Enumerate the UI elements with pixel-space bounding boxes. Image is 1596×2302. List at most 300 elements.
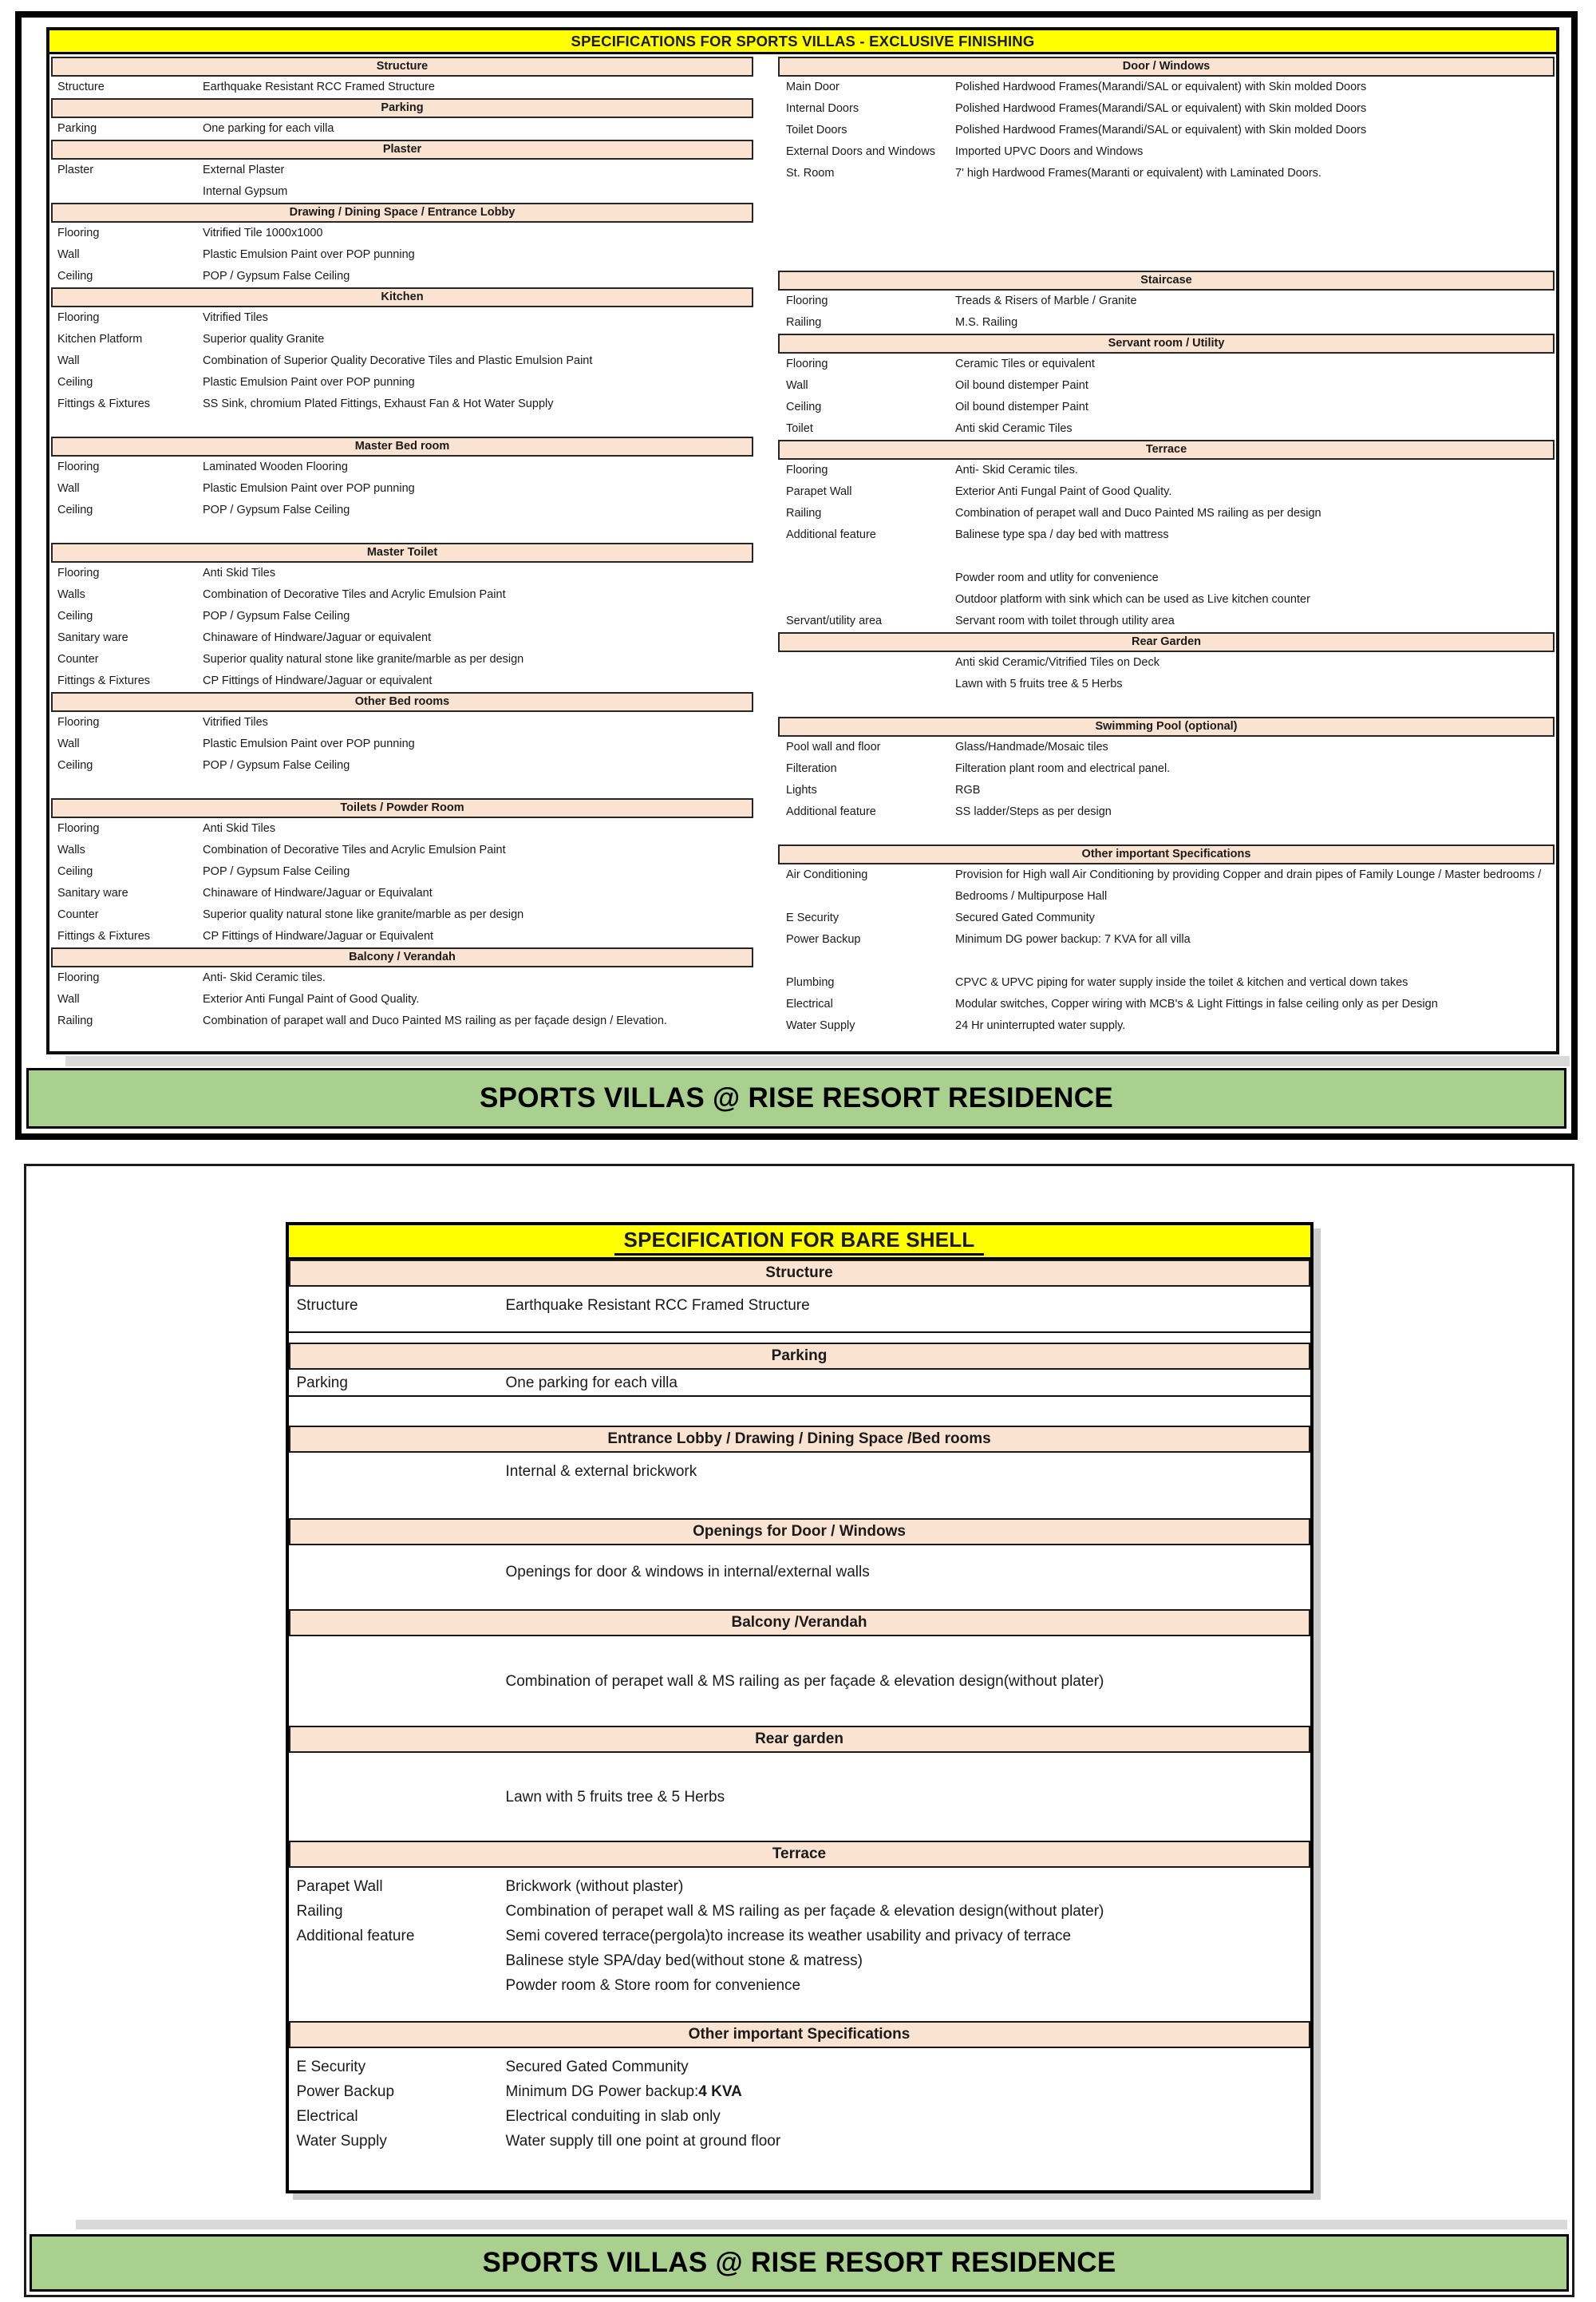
spec-row — [289, 2129, 1310, 2154]
spec-row — [778, 418, 1555, 440]
spec-value: Combination of perapet wall & MS railing as per façade & elevation design(without plater) — [505, 1903, 1104, 1920]
section-header: Other important Specifications — [289, 2021, 1310, 2048]
spec-label — [778, 589, 955, 611]
spec-label: Counter — [57, 908, 99, 921]
spec-label: Railing — [786, 507, 822, 520]
spec-value: Polished Hardwood Frames(Marandi/SAL or equivalent) with Skin molded Doors — [955, 124, 1367, 136]
spec-label — [51, 521, 203, 543]
section-header: Master Toilet — [51, 543, 753, 563]
spec-label: Counter — [57, 653, 99, 666]
section-header: Other Bed rooms — [51, 692, 753, 712]
spec-value: Secured Gated Community — [955, 912, 1095, 924]
spec-label: Railing — [57, 1015, 93, 1027]
spec-value: Anti skid Ceramic/Vitrified Tiles on Deck — [955, 656, 1159, 669]
section-header: Balcony / Verandah — [51, 947, 753, 967]
spec-label: Fittings & Fixtures — [57, 674, 151, 687]
section-block — [289, 1753, 1310, 1841]
spec-row — [51, 563, 753, 584]
spec-label: Walls — [57, 844, 85, 856]
spec-label: Plumbing — [786, 976, 835, 989]
spec-value: Combination of perapet wall and Duco Painted MS railing as per design — [955, 507, 1321, 520]
spec-value: Lawn with 5 fruits tree & 5 Herbs — [955, 678, 1123, 690]
spec-value: POP / Gypsum False Ceiling — [203, 270, 350, 283]
spec-row — [51, 818, 753, 840]
spec-value: Secured Gated Community — [505, 2059, 689, 2075]
section-header: Plaster — [51, 140, 753, 160]
spec-row — [778, 589, 1555, 611]
spec-value: Electrical conduiting in slab only — [505, 2108, 721, 2125]
spec-value: Balinese type spa / day bed with mattress — [955, 528, 1169, 541]
spec-label: Sanitary ware — [57, 887, 128, 900]
spec-row — [51, 394, 753, 415]
spec-row — [778, 312, 1555, 334]
spec-value: Plastic Emulsion Paint over POP punning — [203, 376, 415, 389]
spec-row — [51, 734, 753, 755]
spec-value: Exterior Anti Fungal Paint of Good Quality. — [955, 485, 1172, 498]
spec-label: Toilet — [786, 422, 813, 435]
spec-label: Wall — [57, 354, 80, 367]
section-block — [289, 1636, 1310, 1726]
spec-value: One parking for each villa — [505, 1374, 678, 1391]
spec-label: Flooring — [57, 971, 100, 984]
spec-value: CP Fittings of Hindware/Jaguar or Equivalent — [203, 930, 434, 943]
spec-value: Combination of Superior Quality Decorative Tiles and Plastic Emulsion Paint — [203, 354, 593, 367]
section-header: Master Bed room — [51, 437, 753, 457]
table1-left-column — [51, 57, 753, 1037]
spec-row — [51, 649, 753, 670]
spec-row — [51, 926, 753, 947]
section-block — [289, 1370, 1310, 1397]
spec-value — [955, 184, 1555, 206]
spec-value: POP / Gypsum False Ceiling — [203, 759, 350, 772]
spec-row — [51, 840, 753, 861]
spec-label: Flooring — [57, 822, 100, 835]
spec-value — [203, 521, 753, 543]
spec-row — [778, 163, 1555, 184]
spec-label: Flooring — [786, 295, 828, 307]
section-block — [289, 1453, 1310, 1518]
spec-label: Flooring — [57, 461, 100, 473]
spec-row — [51, 712, 753, 734]
spec-row — [289, 1293, 1310, 1318]
spec-label: External Doors and Windows — [786, 145, 935, 158]
spacer-row — [778, 546, 1555, 568]
spec-row — [778, 737, 1555, 758]
spec-row — [778, 481, 1555, 503]
spec-row — [51, 244, 753, 266]
spec-label — [289, 1669, 506, 1694]
spacer-row — [778, 184, 1555, 206]
spec-label — [778, 249, 955, 271]
spec-row — [51, 755, 753, 777]
spec-label: Water Supply — [786, 1019, 855, 1032]
spec-value: Vitrified Tile 1000x1000 — [203, 227, 323, 239]
spec-value: Filteration plant room and electrical panel. — [955, 762, 1171, 775]
spec-row — [51, 266, 753, 287]
spec-value: RGB — [955, 784, 981, 797]
spec-value-bold: 4 KVA — [698, 2083, 742, 2100]
spec-label: Plaster — [57, 164, 94, 176]
spec-row — [778, 994, 1555, 1015]
spec-label: Wall — [57, 738, 80, 750]
spec-label: Parapet Wall — [786, 485, 852, 498]
spec-value — [955, 823, 1555, 844]
table1-body — [49, 54, 1556, 1037]
spec-row — [51, 1011, 753, 1032]
spec-row — [778, 972, 1555, 994]
spec-value: Anti Skid Tiles — [203, 567, 276, 579]
spec-value: Oil bound distemper Paint — [955, 401, 1088, 413]
spec-row — [289, 1948, 1310, 1973]
spec-value: Servant room with toilet through utility area — [955, 615, 1175, 627]
table1-title: SPECIFICATIONS FOR SPORTS VILLAS - EXCLUSIVE FINISHING — [49, 30, 1556, 54]
spec-row — [51, 118, 753, 140]
section-header: Structure — [51, 57, 753, 77]
spec-row — [51, 989, 753, 1011]
spec-value: Balinese style SPA/day bed(without stone & matress) — [505, 1952, 863, 1969]
spec-label: Internal Doors — [786, 102, 859, 115]
spec-value: Plastic Emulsion Paint over POP punning — [203, 248, 415, 261]
spec-value: Provision for High wall Air Conditioning by providing Copper and drain pipes of Family Lounge / Master bedrooms / Bedrooms / Multipurpose Hall — [955, 868, 1542, 903]
spec-row — [51, 606, 753, 627]
spec-label — [778, 695, 955, 717]
spec-label: Ceiling — [786, 401, 822, 413]
spacer-row — [778, 227, 1555, 249]
spec-row — [778, 780, 1555, 801]
section-block — [289, 2048, 1310, 2190]
spec-label — [778, 184, 955, 206]
spec-row — [778, 291, 1555, 312]
spec-label: Ceiling — [57, 759, 93, 772]
footer2-band: SPORTS VILLAS @ RISE RESORT RESIDENCE — [30, 2234, 1569, 2292]
spec-value: CP Fittings of Hindware/Jaguar or equivalent — [203, 674, 433, 687]
spec-label: Flooring — [786, 358, 828, 370]
section-header: Entrance Lobby / Drawing / Dining Space /Bed rooms — [289, 1426, 1310, 1453]
spec-value: Water supply till one point at ground floor — [505, 2133, 781, 2150]
section-header: Parking — [51, 98, 753, 118]
spacer-row — [778, 249, 1555, 271]
spec-row — [51, 307, 753, 329]
section-header: Swimming Pool (optional) — [778, 717, 1555, 737]
spec-row — [51, 329, 753, 350]
spec-label: Ceiling — [57, 865, 93, 878]
spec-label — [289, 1560, 506, 1584]
spec-value: Outdoor platform with sink which can be used as Live kitchen counter — [955, 593, 1310, 606]
spec-row — [289, 1459, 1310, 1484]
spec-value: SS Sink, chromium Plated Fittings, Exhaust Fan & Hot Water Supply — [203, 398, 554, 410]
spec-value: One parking for each villa — [203, 122, 334, 135]
spec-value: Plastic Emulsion Paint over POP punning — [203, 738, 415, 750]
spec-value: Polished Hardwood Frames(Marandi/SAL or equivalent) with Skin molded Doors — [955, 81, 1367, 93]
spec-value: Combination of Decorative Tiles and Acrylic Emulsion Paint — [203, 844, 506, 856]
spec-value: Glass/Handmade/Mosaic tiles — [955, 741, 1108, 753]
spec-label — [778, 206, 955, 227]
spec-label: Wall — [57, 248, 80, 261]
spec-row — [51, 77, 753, 98]
spec-label: Servant/utility area — [786, 615, 883, 627]
spec-row — [778, 397, 1555, 418]
spec-label: Electrical — [786, 998, 833, 1011]
spec-row — [778, 611, 1555, 632]
section-header: Kitchen — [51, 287, 753, 307]
spec-row — [778, 460, 1555, 481]
spec-value — [955, 206, 1555, 227]
section-header: Rear garden — [289, 1726, 1310, 1753]
spec-row — [778, 652, 1555, 674]
spec-label: Water Supply — [296, 2133, 387, 2150]
spec-label: Wall — [786, 379, 808, 392]
spec-value: Combination of Decorative Tiles and Acrylic Emulsion Paint — [203, 588, 506, 601]
spec-label — [51, 415, 203, 437]
spec-label: Flooring — [57, 311, 100, 324]
spacer-row — [778, 206, 1555, 227]
spec-label: St. Room — [786, 167, 835, 180]
spec-label: Structure — [57, 81, 105, 93]
spec-value — [955, 546, 1555, 568]
section-header: Other important Specifications — [778, 844, 1555, 864]
spec-value: CPVC & UPVC piping for water supply inside the toilet & kitchen and vertical down takes — [955, 976, 1408, 989]
spec-label — [778, 674, 955, 695]
spec-value: External Plaster — [203, 164, 285, 176]
section-header: Door / Windows — [778, 57, 1555, 77]
spec-value: POP / Gypsum False Ceiling — [203, 865, 350, 878]
spec-value: Powder room and utlity for convenience — [955, 572, 1159, 584]
spec-value: POP / Gypsum False Ceiling — [203, 610, 350, 623]
footer1-band: SPORTS VILLAS @ RISE RESORT RESIDENCE — [26, 1068, 1566, 1129]
section-header: Drawing / Dining Space / Entrance Lobby — [51, 203, 753, 223]
spec-label: Additional feature — [786, 805, 876, 818]
spec-label: Parking — [296, 1374, 348, 1391]
spec-value: SS ladder/Steps as per design — [955, 805, 1112, 818]
spacer-row — [51, 415, 753, 437]
spacer-row — [51, 777, 753, 798]
section-spacer — [289, 1397, 1310, 1426]
spec-row — [51, 372, 753, 394]
spec-label: Ceiling — [57, 610, 93, 623]
spec-label: Parking — [57, 122, 97, 135]
spec-label: Electrical — [296, 2108, 358, 2125]
spec-label: Lights — [786, 784, 817, 797]
spec-value: Internal Gypsum — [203, 185, 288, 198]
spec-row — [778, 77, 1555, 98]
spec-label — [778, 823, 955, 844]
spec-value — [955, 249, 1555, 271]
spec-value — [955, 695, 1555, 717]
spec-value: Chinaware of Hindware/Jaguar or equivalent — [203, 631, 432, 644]
spec-label — [289, 1785, 506, 1810]
spec-label: Kitchen Platform — [57, 333, 143, 346]
spec-value: Anti- Skid Ceramic tiles. — [955, 464, 1078, 477]
spec-row — [51, 181, 753, 203]
section-header: Servant room / Utility — [778, 334, 1555, 354]
spec-row — [51, 160, 753, 181]
spec-label: Flooring — [57, 567, 100, 579]
spec-row — [51, 350, 753, 372]
spec-value: POP / Gypsum False Ceiling — [203, 504, 350, 516]
spec-label: Structure — [296, 1297, 358, 1314]
spec-row — [51, 627, 753, 649]
spec-row — [51, 584, 753, 606]
spec-value: Lawn with 5 fruits tree & 5 Herbs — [505, 1788, 725, 1806]
spec-label: Sanitary ware — [57, 631, 128, 644]
spec-label — [778, 546, 955, 568]
spec-row — [51, 904, 753, 926]
spec-label: E Security — [786, 912, 839, 924]
spec-label: Flooring — [57, 227, 100, 239]
spec-value: Vitrified Tiles — [203, 716, 268, 729]
spec-value — [955, 951, 1555, 972]
spec-row — [51, 500, 753, 521]
spec-value: Superior quality natural stone like granite/marble as per design — [203, 653, 524, 666]
spec-value: Superior quality Granite — [203, 333, 325, 346]
section-header: Staircase — [778, 271, 1555, 291]
spec-row — [778, 354, 1555, 375]
spec-label — [778, 227, 955, 249]
spec-row — [778, 674, 1555, 695]
table2-title — [289, 1225, 1310, 1260]
spec-value: Plastic Emulsion Paint over POP punning — [203, 482, 415, 495]
spec-label: Main Door — [786, 81, 839, 93]
spec-value: Earthquake Resistant RCC Framed Structure — [505, 1297, 810, 1314]
spec-row — [51, 670, 753, 692]
spacer-row — [778, 695, 1555, 717]
spec-label: Power Backup — [786, 933, 861, 946]
spec-label: Ceiling — [57, 504, 93, 516]
spec-row — [778, 864, 1555, 908]
spec-label: Flooring — [786, 464, 828, 477]
spec-value — [203, 415, 753, 437]
spec-row — [778, 1015, 1555, 1037]
spec-label: E Security — [296, 2059, 366, 2075]
spec-value — [203, 777, 753, 798]
spec-row — [289, 1785, 1310, 1810]
spec-row — [51, 478, 753, 500]
spec-row — [289, 1560, 1310, 1584]
spec-value: Imported UPVC Doors and Windows — [955, 145, 1144, 158]
spec-label: Pool wall and floor — [786, 741, 881, 753]
spec-value: Powder room & Store room for convenience — [505, 1977, 801, 1994]
spec-row — [289, 2104, 1310, 2129]
spec-value: Anti Skid Tiles — [203, 822, 276, 835]
footer2-shadow — [76, 2220, 1567, 2229]
panel1-box — [15, 11, 1578, 1140]
table2-title-text: SPECIFICATION FOR BARE SHELL — [614, 1228, 985, 1256]
spec-value: Laminated Wooden Flooring — [203, 461, 348, 473]
spec-label: Parapet Wall — [296, 1878, 383, 1895]
footer1-shadow — [65, 1056, 1570, 1066]
spec-label: Ceiling — [57, 376, 93, 389]
spec-row — [51, 967, 753, 989]
spec-label: Filteration — [786, 762, 837, 775]
spec-row — [51, 457, 753, 478]
spec-label — [51, 777, 203, 798]
spec-label — [289, 1459, 506, 1484]
spec-row — [51, 883, 753, 904]
spec-label: Wall — [57, 993, 80, 1006]
spec-label: Flooring — [57, 716, 100, 729]
spec-row — [778, 141, 1555, 163]
spec-value: Vitrified Tiles — [203, 311, 268, 324]
spec-table-bareshell — [286, 1222, 1314, 2193]
spec-value: Treads & Risers of Marble / Granite — [955, 295, 1137, 307]
spec-value: Polished Hardwood Frames(Marandi/SAL or equivalent) with Skin molded Doors — [955, 102, 1367, 115]
spec-value: Combination of perapet wall & MS railing as per façade & elevation design(without plater) — [505, 1672, 1104, 1690]
spec-label: Toilet Doors — [786, 124, 847, 136]
spec-value: Brickwork (without plaster) — [505, 1878, 684, 1895]
spec-label — [289, 1973, 506, 1998]
spec-row — [289, 1924, 1310, 1948]
spec-label: Ceiling — [57, 270, 93, 283]
spec-label: Additional feature — [786, 528, 876, 541]
section-spacer — [289, 1333, 1310, 1343]
spec-row — [778, 524, 1555, 546]
spec-label — [778, 951, 955, 972]
spec-label: Fittings & Fixtures — [57, 398, 151, 410]
section-header: Toilets / Powder Room — [51, 798, 753, 818]
spec-value: Earthquake Resistant RCC Framed Structure — [203, 81, 435, 93]
spec-row — [51, 861, 753, 883]
spec-label: Railing — [296, 1903, 343, 1920]
spec-label — [289, 1948, 506, 1973]
spec-label: Power Backup — [296, 2083, 395, 2100]
spec-label: Railing — [786, 316, 822, 329]
spec-value: 24 Hr uninterrupted water supply. — [955, 1019, 1126, 1032]
spec-value: Internal & external brickwork — [505, 1463, 697, 1480]
spec-value: Superior quality natural stone like granite/marble as per design — [203, 908, 524, 921]
spec-row — [289, 1371, 1310, 1395]
spec-value: Anti- Skid Ceramic tiles. — [203, 971, 326, 984]
spec-value: 7' high Hardwood Frames(Maranti or equivalent) with Laminated Doors. — [955, 167, 1321, 180]
spec-row — [289, 1973, 1310, 1998]
spec-table-exclusive — [46, 27, 1559, 1054]
table1-column-gutter — [753, 57, 778, 1037]
spec-row — [778, 908, 1555, 929]
spacer-row — [778, 823, 1555, 844]
section-header: Terrace — [778, 440, 1555, 460]
spec-label — [51, 181, 203, 203]
spec-value: Anti skid Ceramic Tiles — [955, 422, 1073, 435]
spec-value: Combination of parapet wall and Duco Painted MS railing as per façade design / Elevation. — [203, 1015, 667, 1027]
spec-label: Additional feature — [296, 1928, 415, 1944]
spec-row — [51, 223, 753, 244]
section-header: Openings for Door / Windows — [289, 1518, 1310, 1545]
spec-value: Exterior Anti Fungal Paint of Good Quality. — [203, 993, 420, 1006]
spec-row — [289, 1874, 1310, 1899]
panel2-box — [24, 1164, 1574, 2297]
spec-row — [778, 801, 1555, 823]
spec-value: Minimum DG Power backup:4 KVA — [505, 2083, 742, 2100]
spec-row — [778, 503, 1555, 524]
spec-label: Air Conditioning — [786, 868, 868, 881]
section-header: Parking — [289, 1343, 1310, 1370]
spec-value: Openings for door & windows in internal/external walls — [505, 1564, 870, 1580]
spec-value: Semi covered terrace(pergola)to increase its weather usability and privacy of terrace — [505, 1928, 1072, 1944]
spec-row — [778, 929, 1555, 951]
section-header: Balcony /Verandah — [289, 1609, 1310, 1636]
section-block — [289, 1868, 1310, 2021]
section-block — [289, 1545, 1310, 1609]
spec-row — [289, 1899, 1310, 1924]
spec-label: Wall — [57, 482, 80, 495]
spec-row — [289, 2079, 1310, 2104]
spec-value: Oil bound distemper Paint — [955, 379, 1088, 392]
spacer-row — [51, 521, 753, 543]
spec-value: Ceramic Tiles or equivalent — [955, 358, 1095, 370]
spec-label — [778, 568, 955, 589]
spec-value: M.S. Railing — [955, 316, 1018, 329]
table1-right-column — [778, 57, 1555, 1037]
spec-label: Fittings & Fixtures — [57, 930, 151, 943]
